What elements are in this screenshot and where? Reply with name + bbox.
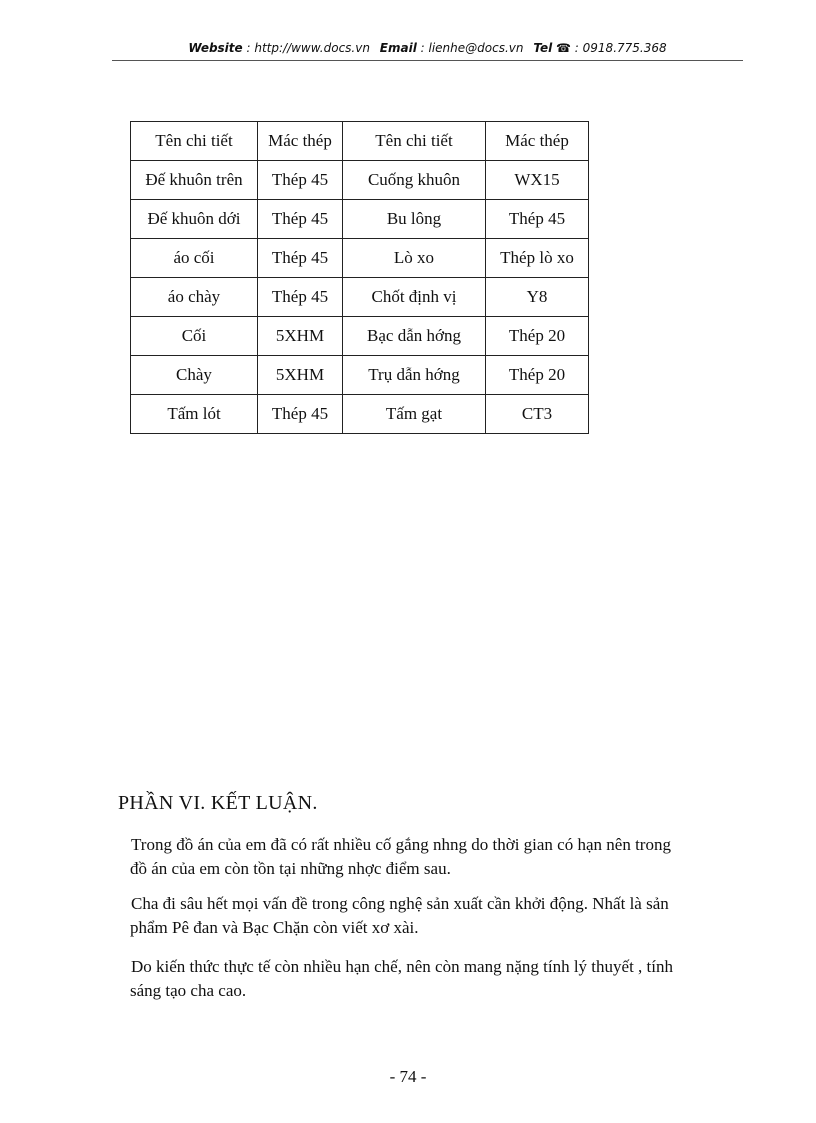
table-cell: áo chày [131,278,258,317]
paragraph-line: sáng tạo cha cao. [130,981,247,1000]
section-title: PHẦN VI. KẾT LUẬN. [118,792,318,814]
table-cell: Thép 45 [258,239,343,278]
table-cell: 5XHM [258,317,343,356]
table-cell: Đế khuôn dới [131,200,258,239]
table-row [131,200,589,239]
table-cell: CT3 [486,395,589,434]
website-value: : http://www.docs.vn [246,41,370,55]
table-cell: Chốt định vị [343,278,486,317]
paragraph-line: Do kiến thức thực tế còn nhiều hạn chế, nên còn mang nặng tính lý thuyết , tính [131,957,673,976]
table-cell: Trụ dẫn hớng [343,356,486,395]
table-cell: Cối [131,317,258,356]
page-header [112,38,743,61]
table-row [131,356,589,395]
tel-value: ☎ : 0918.775.368 [556,41,667,55]
parts-material-table [130,121,589,434]
table-cell: Tấm gạt [343,395,486,434]
table-row [131,239,589,278]
table-row [131,317,589,356]
tel-label: Tel [533,41,553,55]
table-header-cell: Tên chi tiết [131,122,258,161]
table-cell: Chày [131,356,258,395]
table-cell: Thép 20 [486,317,589,356]
table-cell: Cuống khuôn [343,161,486,200]
table-cell: 5XHM [258,356,343,395]
table-cell: Thép 45 [258,395,343,434]
paragraph-line: phẩm Pê đan và Bạc Chặn còn viết xơ xài. [130,918,419,937]
table-cell: Đế khuôn trên [131,161,258,200]
table-cell: WX15 [486,161,589,200]
paragraph-line: Cha đi sâu hết mọi vấn đề trong công nghệ sản xuất cần khởi động. Nhất là sản [131,894,669,913]
table-header-cell: Mác thép [258,122,343,161]
table-cell: Y8 [486,278,589,317]
paragraph-line: Trong đồ án của em đã có rất nhiều cố gắng nhng do thời gian có hạn nên trong [131,835,671,854]
table-header-cell: Tên chi tiết [343,122,486,161]
conclusion-paragraph-1 [131,833,740,881]
table-cell: áo cối [131,239,258,278]
table-row [131,278,589,317]
paragraph-line: đồ án của em còn tồn tại những nhợc điểm sau. [130,859,451,878]
table-row [131,395,589,434]
conclusion-paragraph-3 [131,955,740,1003]
table-header-cell: Mác thép [486,122,589,161]
table-cell: Thép 45 [258,200,343,239]
website-label: Website [188,41,243,55]
table-cell: Thép 45 [486,200,589,239]
table-row [131,161,589,200]
table-cell: Thép 45 [258,278,343,317]
table-cell: Lò xo [343,239,486,278]
email-label: Email [379,41,417,55]
table-header-row [131,122,589,161]
table-cell: Thép 45 [258,161,343,200]
page-number: - 74 - [389,1067,427,1086]
table-cell: Bạc dẫn hớng [343,317,486,356]
table-cell: Tấm lót [131,395,258,434]
table-cell: Bu lông [343,200,486,239]
table-cell: Thép lò xo [486,239,589,278]
conclusion-paragraph-2 [131,892,740,940]
table-cell: Thép 20 [486,356,589,395]
email-value: : lienhe@docs.vn [420,41,524,55]
